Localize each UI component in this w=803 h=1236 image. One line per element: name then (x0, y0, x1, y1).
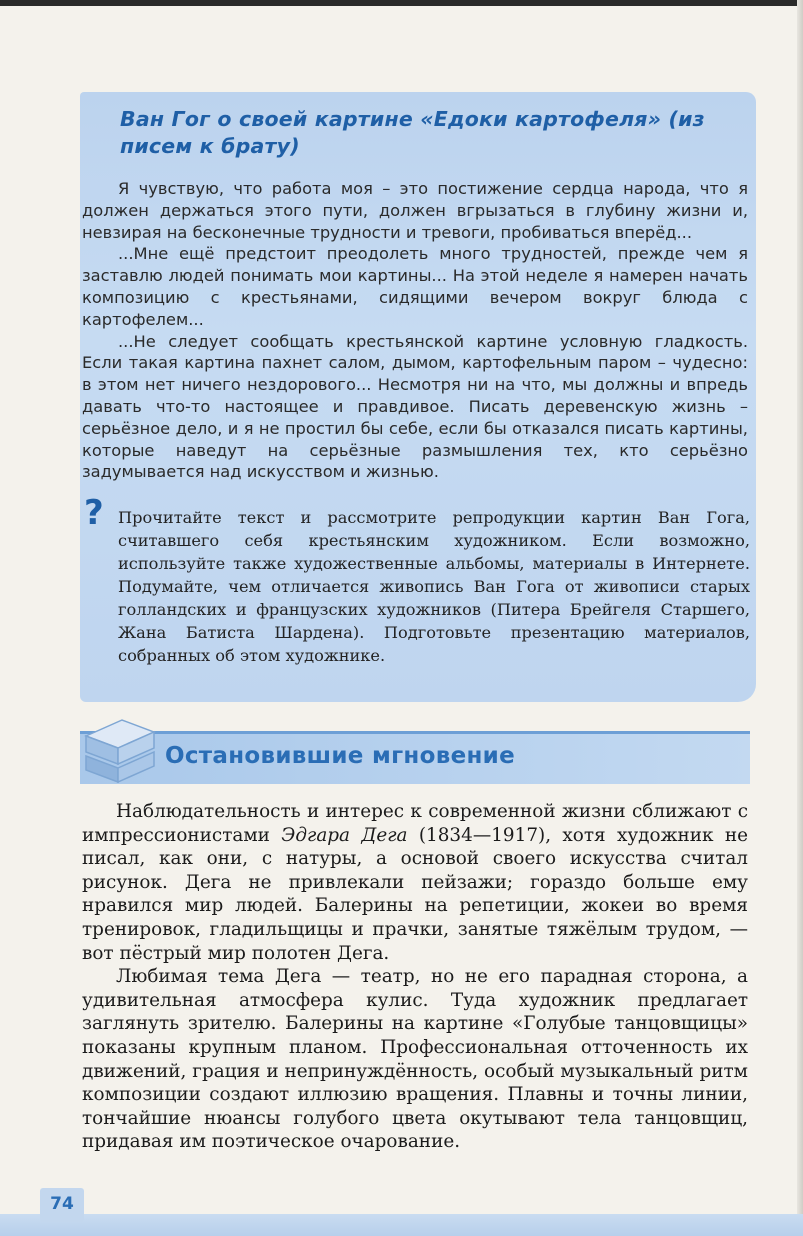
quote-text (82, 178, 748, 483)
scan-top-edge (0, 0, 803, 6)
text-run: (1834—1917), хотя художник не писал, как они, с натуры, а основой своего искусства считал рисунок. Дега не привлекали пейзажи; гораздо больше ему нравился мир людей. Балерины на репетиции, жокеи во время тренировок, гладильщицы и прачки, занятые тяжёлым трудом, — вот пёстрый мир полотен Дега. (82, 824, 748, 964)
main-text (82, 800, 748, 1154)
footer-band (0, 1214, 803, 1236)
scan-right-edge (797, 0, 803, 1236)
task-text: Прочитайте текст и рассмотрите репродукции картин Ван Гога, считавшего себя крестьянским художником. Если возможно, используйте также художественные альбомы, материалы в Интернете. Подумайте, чем отличается живопись Ван Гога от живописи старых голландских и французских художников (Питера Брейгеля Старшего, Жана Батиста Шардена). Подготовьте презентацию материалов, собранных об этом художнике. (118, 508, 750, 665)
quote-paragraph: ...Не следует сообщать крестьянской картине условную гладкость. Если такая картина пахнет салом, дымом, картофельным паром – чудесно: в этом нет ничего нездорового... Несмотря ни на что, мы должны и впредь давать что-то настоящее и правдивое. Писать деревенскую жизнь – серьёзное дело, и я не простил бы себе, если бы отказался писать картины, которые наведут на серьёзные размышления тех, кто серьёзно задумывается над искусством и жизнью. (82, 331, 748, 482)
quote-title: Ван Гог о своей картине «Едоки картофеля» (из писем к брату) (120, 107, 705, 158)
section-title: Остановившие мгновение (165, 743, 515, 769)
main-paragraph: Любимая тема Дега — театр, но не его парадная сторона, а удивительная атмосфера кулис. Туда художник предлагает заглянуть зрителю. Балерины на картине «Голубые танцовщицы» показаны крупным планом. Профессиональная отточенность их движений, грация и непринуждённость, особый музыкальный ритм композиции создают иллюзию вращения. Плавны и точны линии, тончайшие нюансы голубого цвета окутывают тела танцовщиц, придавая им поэтическое очарование. (82, 966, 748, 1153)
page-number: 74 (40, 1188, 84, 1222)
text-run: Наблюдательность и интерес к современной жизни сближают с импрессионистами (82, 801, 748, 846)
quote-paragraph: Я чувствую, что работа моя – это постижение сердца народа, что я должен держаться этого пути, должен вгрызаться в глубину жизни и, невзирая на бесконечные трудности и тревоги, пробиваться вперёд... (82, 179, 748, 242)
question-mark-icon: ? (84, 493, 104, 533)
books-icon (82, 716, 158, 784)
main-paragraph (82, 800, 748, 965)
artist-name: Эдгара Дега (281, 824, 408, 846)
quote-paragraph: ...Мне ещё предстоит преодолеть много трудностей, прежде чем я заставлю людей понимать мои картины... На этой неделе я намерен начать композицию с крестьянами, сидящими вечером вокруг блюда с картофелем... (82, 244, 748, 329)
